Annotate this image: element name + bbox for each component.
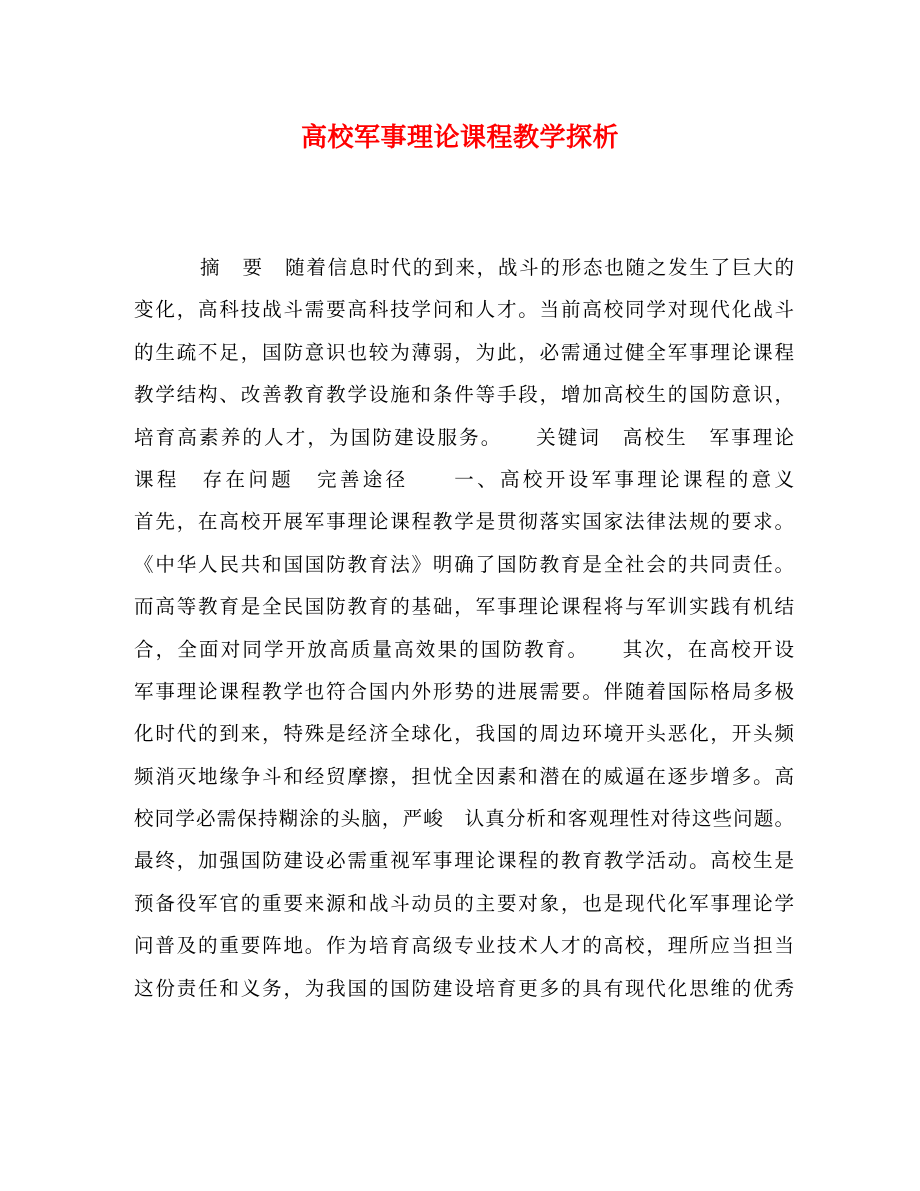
body-line: 合，全面对同学开放高质量高效果的国防教育。 其次，在高校开设 — [134, 637, 794, 661]
body-line: 教学结构、改善教育教学设施和条件等手段，增加高校生的国防意识， — [134, 383, 794, 407]
document-body — [134, 247, 794, 1010]
body-line: 军事理论课程教学也符合国内外形势的进展需要。伴随着国际格局多极 — [134, 679, 794, 703]
body-line: 最终，加强国防建设必需重视军事理论课程的教育教学活动。高校生是 — [134, 849, 794, 873]
body-line: 问普及的重要阵地。作为培育高级专业技术人才的高校，理所应当担当 — [134, 934, 794, 958]
body-line: 课程 存在问题 完善途径 一、高校开设军事理论课程的意义 — [134, 467, 794, 491]
body-line: 首先，在高校开展军事理论课程教学是贯彻落实国家法律法规的要求。 — [134, 510, 794, 534]
body-line: 频消灭地缘争斗和经贸摩擦，担忧全因素和潜在的威逼在逐步增多。高 — [134, 764, 794, 788]
body-line: 摘 要 随着信息时代的到来，战斗的形态也随之发生了巨大的 — [200, 256, 794, 279]
body-line: 而高等教育是全民国防教育的基础，军事理论课程将与军训实践有机结 — [134, 595, 794, 619]
body-line: 这份责任和义务，为我国的国防建设培育更多的具有现代化思维的优秀 — [134, 976, 794, 1000]
body-line: 变化，高科技战斗需要高科技学问和人才。当前高校同学对现代化战斗 — [134, 298, 794, 322]
document-title: 高校军事理论课程教学探析 — [300, 123, 619, 153]
body-line: 化时代的到来，特殊是经济全球化，我国的周边环境开头恶化，开头频 — [134, 722, 794, 746]
body-line: 预备役军官的重要来源和战斗动员的主要对象，也是现代化军事理论学 — [134, 891, 794, 915]
body-line: 培育高素养的人才，为国防建设服务。 关键词 高校生 军事理论 — [134, 425, 794, 449]
body-line: 的生疏不足，国防意识也较为薄弱，为此，必需通过健全军事理论课程 — [134, 340, 794, 364]
body-line: 校同学必需保持糊涂的头脑，严峻 认真分析和客观理性对待这些问题。 — [134, 807, 794, 831]
body-line: 《中华人民共和国国防教育法》明确了国防教育是全社会的共同责任。 — [134, 552, 794, 576]
